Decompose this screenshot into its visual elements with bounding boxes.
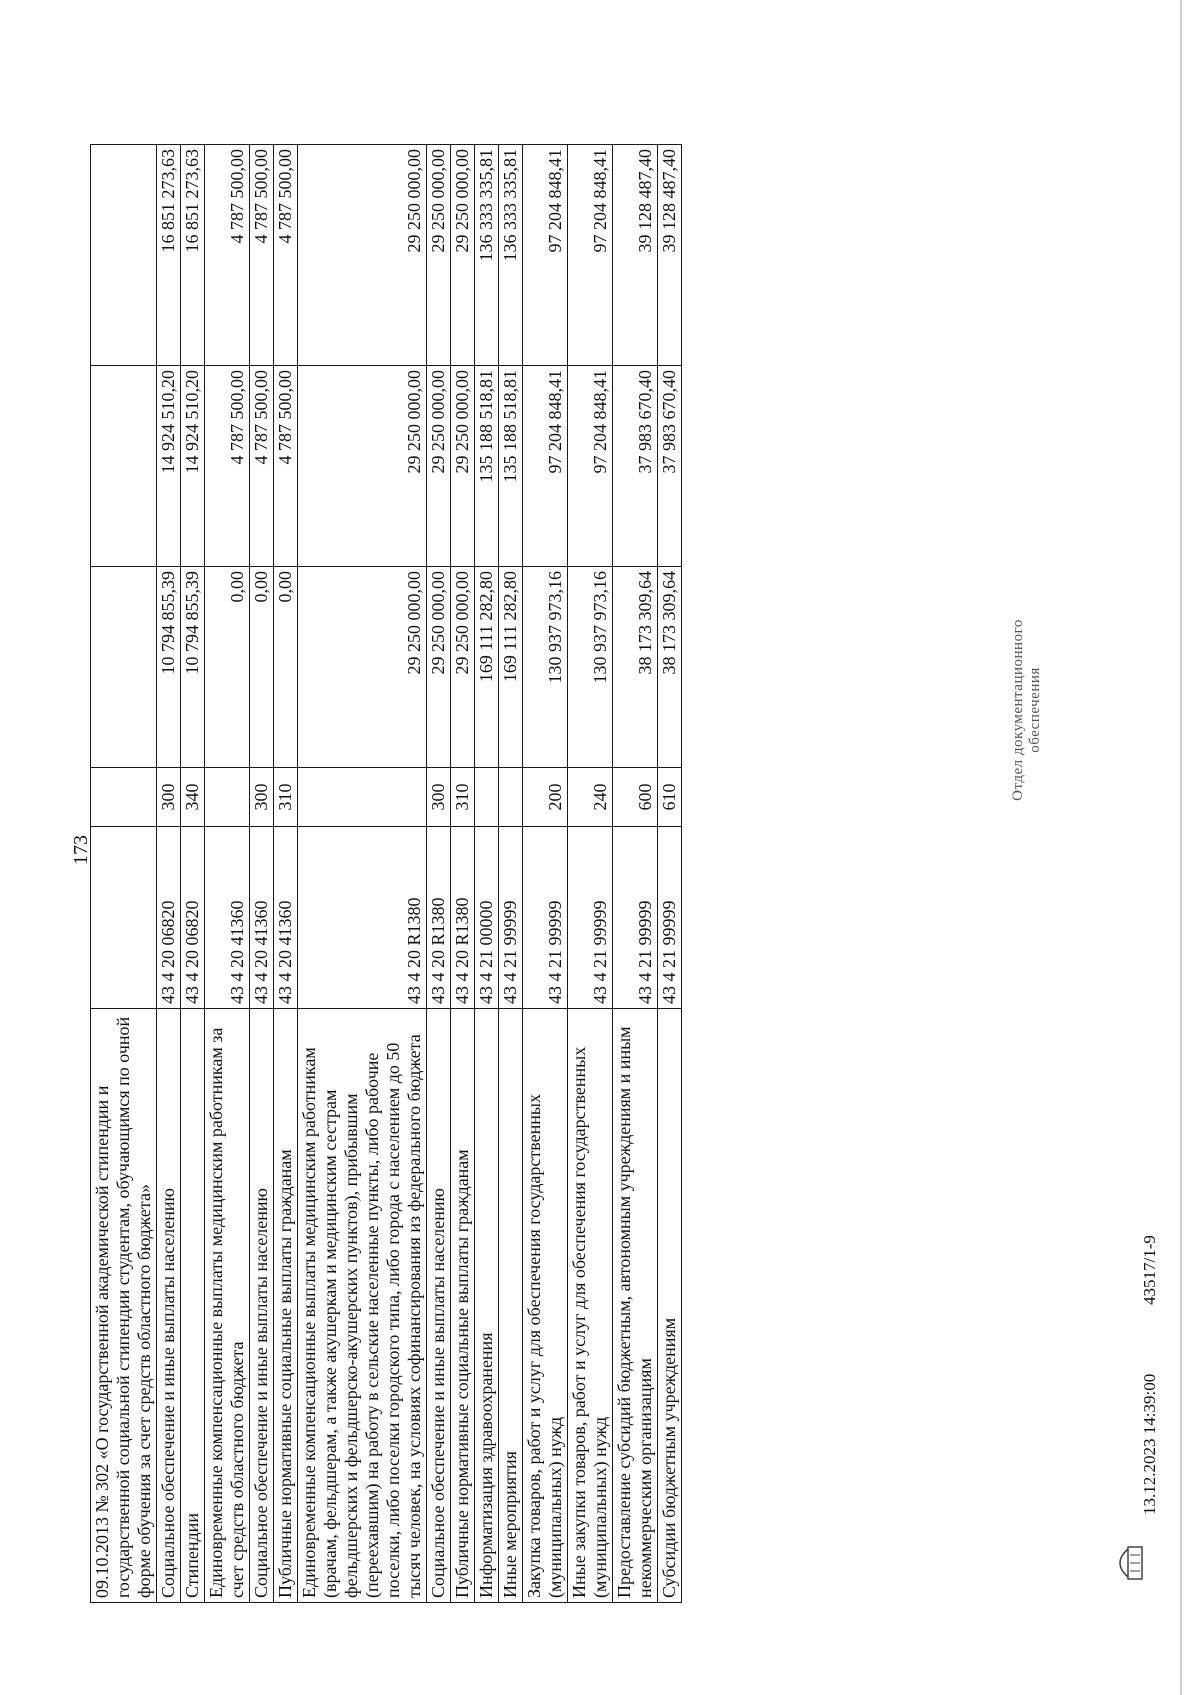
cell-name: Единовременные компенсационные выплаты медицинским работникам за счет средств областного бюджета [205,1009,250,1603]
cell-v1: 29 250 000,00 [451,567,475,768]
cell-csr: 43 4 20 06820 [181,827,205,1009]
cell-v3: 29 250 000,00 [298,145,427,366]
table-row [91,145,157,1603]
cell-csr: 43 4 20 41360 [250,827,274,1009]
cell-v3: 4 787 500,00 [205,145,250,366]
cell-csr: 43 4 20 41360 [205,827,250,1009]
cell-name: 09.10.2013 № 302 «О государственной академической стипендии и государственной социальной стипендии студентам, обучающимся по очной форме обучения за счет средств областного бюджета» [91,1009,157,1603]
cell-v3 [91,145,157,366]
cell-name: Закупка товаров, работ и услуг для обеспечения государственных (муниципальных) нужд [523,1009,568,1603]
cell-vr: 610 [658,768,682,827]
cell-name: Стипендии [181,1009,205,1603]
cell-v3: 136 333 335,81 [475,145,499,366]
cell-csr: 43 4 21 99999 [568,827,613,1009]
cell-v2: 29 250 000,00 [298,366,427,567]
cell-v1: 169 111 282,80 [475,567,499,768]
cell-v2: 14 924 510,20 [181,366,205,567]
cell-csr [91,827,157,1009]
cell-v2: 4 787 500,00 [250,366,274,567]
table-row [181,145,205,1603]
table-row [523,145,568,1603]
table-row [658,145,682,1603]
cell-v1: 29 250 000,00 [427,567,451,768]
cell-csr: 43 4 20 R1380 [427,827,451,1009]
cell-vr [475,768,499,827]
cell-csr: 43 4 20 06820 [157,827,181,1009]
table-row [427,145,451,1603]
cell-name: Публичные нормативные социальные выплаты гражданам [451,1009,475,1603]
cell-v2: 14 924 510,20 [157,366,181,567]
cell-v3: 29 250 000,00 [427,145,451,366]
cell-v1: 0,00 [250,567,274,768]
cell-name: Публичные нормативные социальные выплаты гражданам [274,1009,298,1603]
page-number: 173 [70,835,92,865]
cell-vr [91,768,157,827]
footer-date: 13.12.2023 14:39:00 [1140,1373,1159,1515]
cell-v1: 38 173 309,64 [613,567,658,768]
cell-v3: 39 128 487,40 [658,145,682,366]
cell-vr [499,768,523,827]
cell-v2: 4 787 500,00 [205,366,250,567]
cell-v2: 37 983 670,40 [613,366,658,567]
cell-csr: 43 4 20 R1380 [451,827,475,1009]
cell-csr: 43 4 21 99999 [658,827,682,1009]
cell-name: Единовременные компенсационные выплаты медицинским работникам (врачам, фельдшерам, а также акушеркам и медицинским сестрам фельдшерских и фельдшерско-акушерских пунктов), прибывшим (переехавшим) на работу в сельские населенные пункты, либо рабочие поселки, либо поселки городского типа, либо города с населением до 50 тысяч человек, на условиях софинансирования из федерального бюджета [298,1009,427,1603]
cell-v3: 136 333 335,81 [499,145,523,366]
cell-v3: 39 128 487,40 [613,145,658,366]
cell-v2 [91,366,157,567]
cell-v1: 130 937 973,16 [523,567,568,768]
scan-edge-line [1180,0,1182,1695]
cell-v1: 10 794 855,39 [181,567,205,768]
cell-name: Социальное обеспечение и иные выплаты населению [157,1009,181,1603]
emblem-icon [1108,1543,1148,1583]
department-stamp: Отдел документационного обеспечения [1010,619,1043,801]
cell-vr: 300 [250,768,274,827]
table-row [205,145,250,1603]
table-row [451,145,475,1603]
cell-v1 [91,567,157,768]
cell-v3: 16 851 273,63 [157,145,181,366]
table-row [613,145,658,1603]
cell-vr: 240 [568,768,613,827]
cell-v2: 135 188 518,81 [499,366,523,567]
cell-vr [205,768,250,827]
cell-csr: 43 4 20 R1380 [298,827,427,1009]
cell-v3: 16 851 273,63 [181,145,205,366]
cell-vr: 340 [181,768,205,827]
cell-csr: 43 4 20 41360 [274,827,298,1009]
cell-v3: 97 204 848,41 [568,145,613,366]
cell-v1: 29 250 000,00 [298,567,427,768]
cell-name: Социальное обеспечение и иные выплаты населению [427,1009,451,1603]
cell-vr: 300 [427,768,451,827]
cell-v3: 4 787 500,00 [250,145,274,366]
footer-code: 43517/1-9 [1140,1235,1159,1305]
cell-v2: 37 983 670,40 [658,366,682,567]
table-row [250,145,274,1603]
cell-v1: 0,00 [205,567,250,768]
cell-name: Социальное обеспечение и иные выплаты населению [250,1009,274,1603]
table-row [568,145,613,1603]
cell-v2: 4 787 500,00 [274,366,298,567]
cell-csr: 43 4 21 00000 [475,827,499,1009]
cell-vr: 310 [451,768,475,827]
cell-vr: 300 [157,768,181,827]
cell-v2: 97 204 848,41 [568,366,613,567]
cell-csr: 43 4 21 99999 [523,827,568,1009]
cell-v1: 169 111 282,80 [499,567,523,768]
cell-v3: 29 250 000,00 [451,145,475,366]
cell-vr: 600 [613,768,658,827]
cell-csr: 43 4 21 99999 [499,827,523,1009]
table-row [274,145,298,1603]
cell-v1: 10 794 855,39 [157,567,181,768]
cell-name: Иные закупки товаров, работ и услуг для обеспечения государственных (муниципальных) нужд [568,1009,613,1603]
table-row [475,145,499,1603]
cell-v2: 29 250 000,00 [427,366,451,567]
cell-v2: 97 204 848,41 [523,366,568,567]
table-row [157,145,181,1603]
cell-v3: 97 204 848,41 [523,145,568,366]
cell-name: Информатизация здравоохранения [475,1009,499,1603]
cell-v2: 29 250 000,00 [451,366,475,567]
cell-name: Предоставление субсидий бюджетным, автономным учреждениям и иным некоммерческим организациям [613,1009,658,1603]
cell-name: Субсидии бюджетным учреждениям [658,1009,682,1603]
cell-name: Иные мероприятия [499,1009,523,1603]
cell-v2: 135 188 518,81 [475,366,499,567]
cell-v1: 0,00 [274,567,298,768]
cell-v1: 38 173 309,64 [658,567,682,768]
cell-csr: 43 4 21 99999 [613,827,658,1009]
cell-vr: 200 [523,768,568,827]
cell-v1: 130 937 973,16 [568,567,613,768]
budget-table [90,144,682,1603]
cell-vr [298,768,427,827]
cell-vr: 310 [274,768,298,827]
table-row [298,145,427,1603]
cell-v3: 4 787 500,00 [274,145,298,366]
table-row [499,145,523,1603]
